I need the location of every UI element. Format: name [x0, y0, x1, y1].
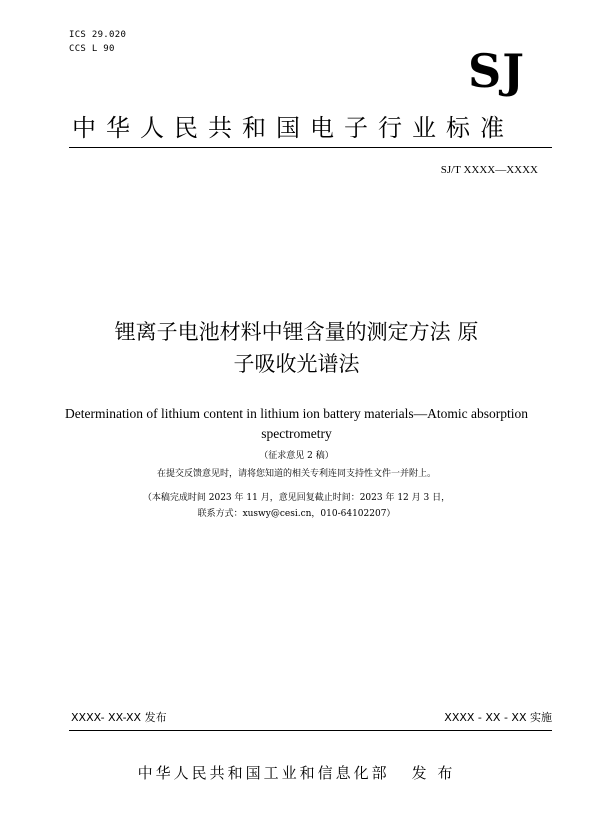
- footer-divider: [69, 730, 552, 731]
- draft-stage: （征求意见 2 稿）: [259, 451, 334, 461]
- publisher-name: 中华人民共和国工业和信息化部: [137, 764, 390, 782]
- deadline-info-line1: （本稿完成时间 2023 年 11 月，意见回复截止时间：2023 年 12 月 3 日，: [142, 493, 451, 503]
- ccs-code: CCS L 90: [69, 44, 115, 54]
- document-title-en: Determination of lithium content in lithium ion battery materials—Atomic absorption spectrometry: [64, 406, 529, 441]
- feedback-notice: 在提交反馈意见时，请将您知道的相关专利连同支持性文件一并附上。: [156, 469, 436, 479]
- document-title-cn: [40, 316, 553, 380]
- publisher-action: 发 布: [411, 764, 456, 782]
- deadline-info-line2: 联系方式：xuswy@cesi.cn，010-64102207）: [197, 509, 396, 519]
- implementation-date: XXXX - XX - XX 实施: [444, 711, 552, 724]
- sj-logo: SJ: [468, 44, 525, 98]
- deadline-info: [40, 490, 553, 522]
- header-divider: [69, 147, 552, 148]
- document-title-cn-line1: 锂离子电池材料中锂含量的测定方法 原: [114, 320, 479, 344]
- publisher: [40, 763, 553, 783]
- issue-date: XXXX- XX-XX 发布: [71, 711, 167, 724]
- standard-number: SJ/T XXXX—XXXX: [440, 164, 538, 176]
- standard-title: 中华人民共和国电子行业标准: [72, 114, 514, 142]
- document-title-cn-line2: 子吸收光谱法: [233, 352, 360, 376]
- ics-code: ICS 29.020: [69, 30, 127, 40]
